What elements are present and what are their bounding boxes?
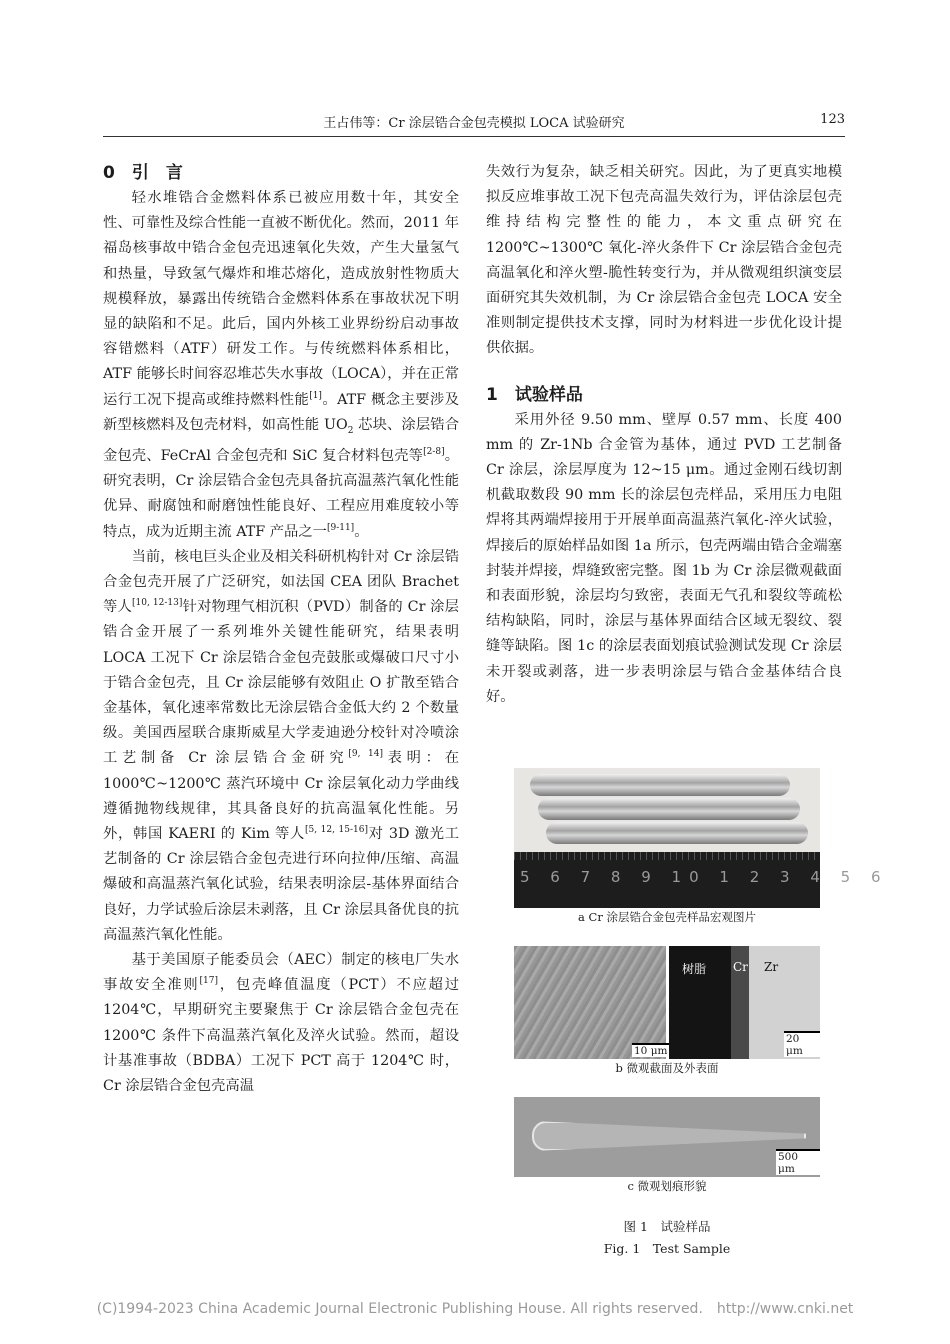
scale-bar-20um: 20 μm <box>784 1031 820 1057</box>
citation[interactable]: [1] <box>309 390 322 401</box>
ruler-numbers: 5 6 7 8 9 10 1 2 3 4 5 6 <box>520 868 889 886</box>
ruler-ticks <box>514 852 820 860</box>
figure-title-en: Fig. 1 Test Sample <box>603 1241 731 1256</box>
scale-bar-500um: 500 μm <box>776 1149 820 1175</box>
sample-photo <box>514 768 889 908</box>
scratch-track <box>532 1121 806 1151</box>
paragraph-intro-continued: 失效行为复杂，缺乏相关研究。因此，为了更真实地模拟反应堆事故工况下包壳高温失效行为，评估涂层包壳维持结构完整性的能力，本文重点研究在 1200℃~1300℃ 氧化-淬火条件下 Cr 涂层锆合金包壳高温氧化和淬火塑-脆性转变行为，并从微观组织演变层面研究其失效机制，为 Cr 涂层锆合金包壳 LOCA 安全准则制定提供技术支撑，同时为材料进一步优化设计提供依据。 <box>486 164 842 357</box>
citation[interactable]: [17] <box>199 976 218 987</box>
scratch-image <box>514 1097 820 1177</box>
caption-b: b 微观截面及外表面 <box>615 1061 719 1075</box>
caption-a: a Cr 涂层锆合金包壳样品宏观图片 <box>578 910 756 924</box>
paragraph-intro-1: 轻水堆锆合金燃料体系已被应用数十年，其安全性、可靠性及综合性能一直被不断优化。然而，2011 年福岛核事故中锆合金包壳迅速氧化失效，产生大量氢气和热量，导致氢气爆炸和堆芯熔化，造成放射性物质大规模释放，暴露出传统锆合金燃料体系在事故状况下明显的缺陷和不足。此后，国内外核工业界纷纷启动事故容错燃料（ATF）研发工作。与传统燃料体系相比，ATF 能够长时间容忍堆芯失水事故（LOCA），并在正常运行工况下提高或维持燃料性能[1]。ATF 概念主要涉及新型核燃料及包壳材料，如高性能 $UO_2$ 芯块、涂层锆合金包壳、FeCrAl 合金包壳和 SiC 复合材料包壳等[2-8]。研究表明，Cr 涂层锆合金包壳具备抗高温蒸汽氧化性能优异、耐腐蚀和耐磨蚀性能良好、工程应用难度较小等特点，成为近期主流 ATF 产品之一[9-11]。 <box>103 190 460 540</box>
right-column <box>486 160 842 710</box>
running-header <box>103 112 845 137</box>
figure-1 <box>514 768 889 1257</box>
ruler <box>514 852 889 908</box>
cladding-tube <box>538 798 800 820</box>
caption-c: c 微观划痕形貌 <box>627 1179 707 1193</box>
citation[interactable]: [9-11] <box>326 522 355 533</box>
citation[interactable]: [2-8] <box>423 447 445 458</box>
citation[interactable]: [10, 12-13] <box>132 598 183 609</box>
left-column <box>103 160 459 1099</box>
scale-bar-10um: 10 μm <box>634 1045 668 1057</box>
figure-title-cn: 图 1 试验样品 <box>623 1219 711 1234</box>
label-cr: Cr <box>733 960 748 974</box>
header-title: 王占伟等：Cr 涂层锆合金包壳模拟 LOCA 试验研究 <box>323 116 625 131</box>
paragraph-intro-2: 当前，核电巨头企业及相关科研机构针对 Cr 涂层锆合金包壳开展了广泛研究，如法国 CEA 团队 Brachet 等人[10, 12-13]针对物理气相沉积（PVD）制备的 Cr 涂层锆合金开展了一系列堆外关键性能研究，结果表明 LOCA 工况下 Cr 涂层锆合金包壳鼓胀或爆破口尺寸小于锆合金包壳，且 Cr 涂层能够有效阻止 O 扩散至锆合金基体，氧化速率常数比无涂层锆合金低大约 2 个数量级。美国西屋联合康斯威星大学麦迪逊分校针对冷喷涂工艺制备 Cr 涂层锆合金研究[9, 14]表明：在 1000℃~1200℃ 蒸汽环境中 Cr 涂层氧化动力学曲线遵循抛物线规律，其具备良好的抗高温氧化性能。另外，韩国 KAERI 的 Kim 等人[5, 12, 15-16]对 3D 激光工艺制备的 Cr 涂层锆合金包壳进行环向拉伸/压缩、高温爆破和高温蒸汽氧化试验，结果表明涂层-基体界面结合良好，力学试验后涂层未剥落，且 Cr 涂层具备优良的抗高温蒸汽氧化性能。 <box>103 548 459 943</box>
label-resin: 树脂 <box>682 962 707 976</box>
cladding-tube <box>546 822 808 844</box>
paragraph-intro-3: 基于美国原子能委员会（AEC）制定的核电厂失水事故安全准则[17]，包壳峰值温度（PCT）不应超过 1204℃，早期研究主要聚焦于 Cr 涂层锆合金包壳在 1200℃ 条件下高温蒸汽氧化及淬火试验。然而，超设计基准事故（BDBA）工况下 PCT 高于 1204℃ 时，Cr 涂层锆合金包壳高温 <box>103 951 459 1094</box>
paragraph-samples: 采用外径 9.50 mm、壁厚 0.57 mm、长度 400 mm 的 Zr-1Nb 合金管为基体，通过 PVD 工艺制备 Cr 涂层，涂层厚度为 12~15 μm。通过金刚石线切割机截取数段 90 mm 长的涂层包壳样品，采用压力电阻焊将其两端焊接用于开展单面高温蒸汽氧化-淬火试验，焊接后的原始样品如图 1a 所示，包壳两端由锆合金端塞封装并焊接，焊缝致密完整。图 1b 为 Cr 涂层微观截面和表面形貌，涂层均匀致密，表面无气孔和裂纹等疏松结构缺陷，同时，涂层与基体界面结合区域无裂纹、裂缝等缺陷。图 1c 的涂层表面划痕试验测试发现 Cr 涂层未开裂或剥落，进一步表明涂层与锆合金基体结合良好。 <box>486 411 842 705</box>
citation[interactable]: [5, 12, 15-16] <box>305 825 368 836</box>
section-title-samples: 1 试验样品 <box>486 384 583 405</box>
page-number: 123 <box>820 112 845 127</box>
subscript: 2 <box>347 425 354 436</box>
cladding-tube <box>530 774 790 796</box>
citation[interactable]: [9, 14] <box>348 749 383 760</box>
label-zr: Zr <box>764 960 779 974</box>
section-title-introduction: 0 引 言 <box>103 163 183 183</box>
micro-section-image <box>514 946 820 1059</box>
copyright-footer: (C)1994-2023 China Academic Journal Electronic Publishing House. All rights reserved. http://www.cnki.net <box>96 1301 854 1317</box>
